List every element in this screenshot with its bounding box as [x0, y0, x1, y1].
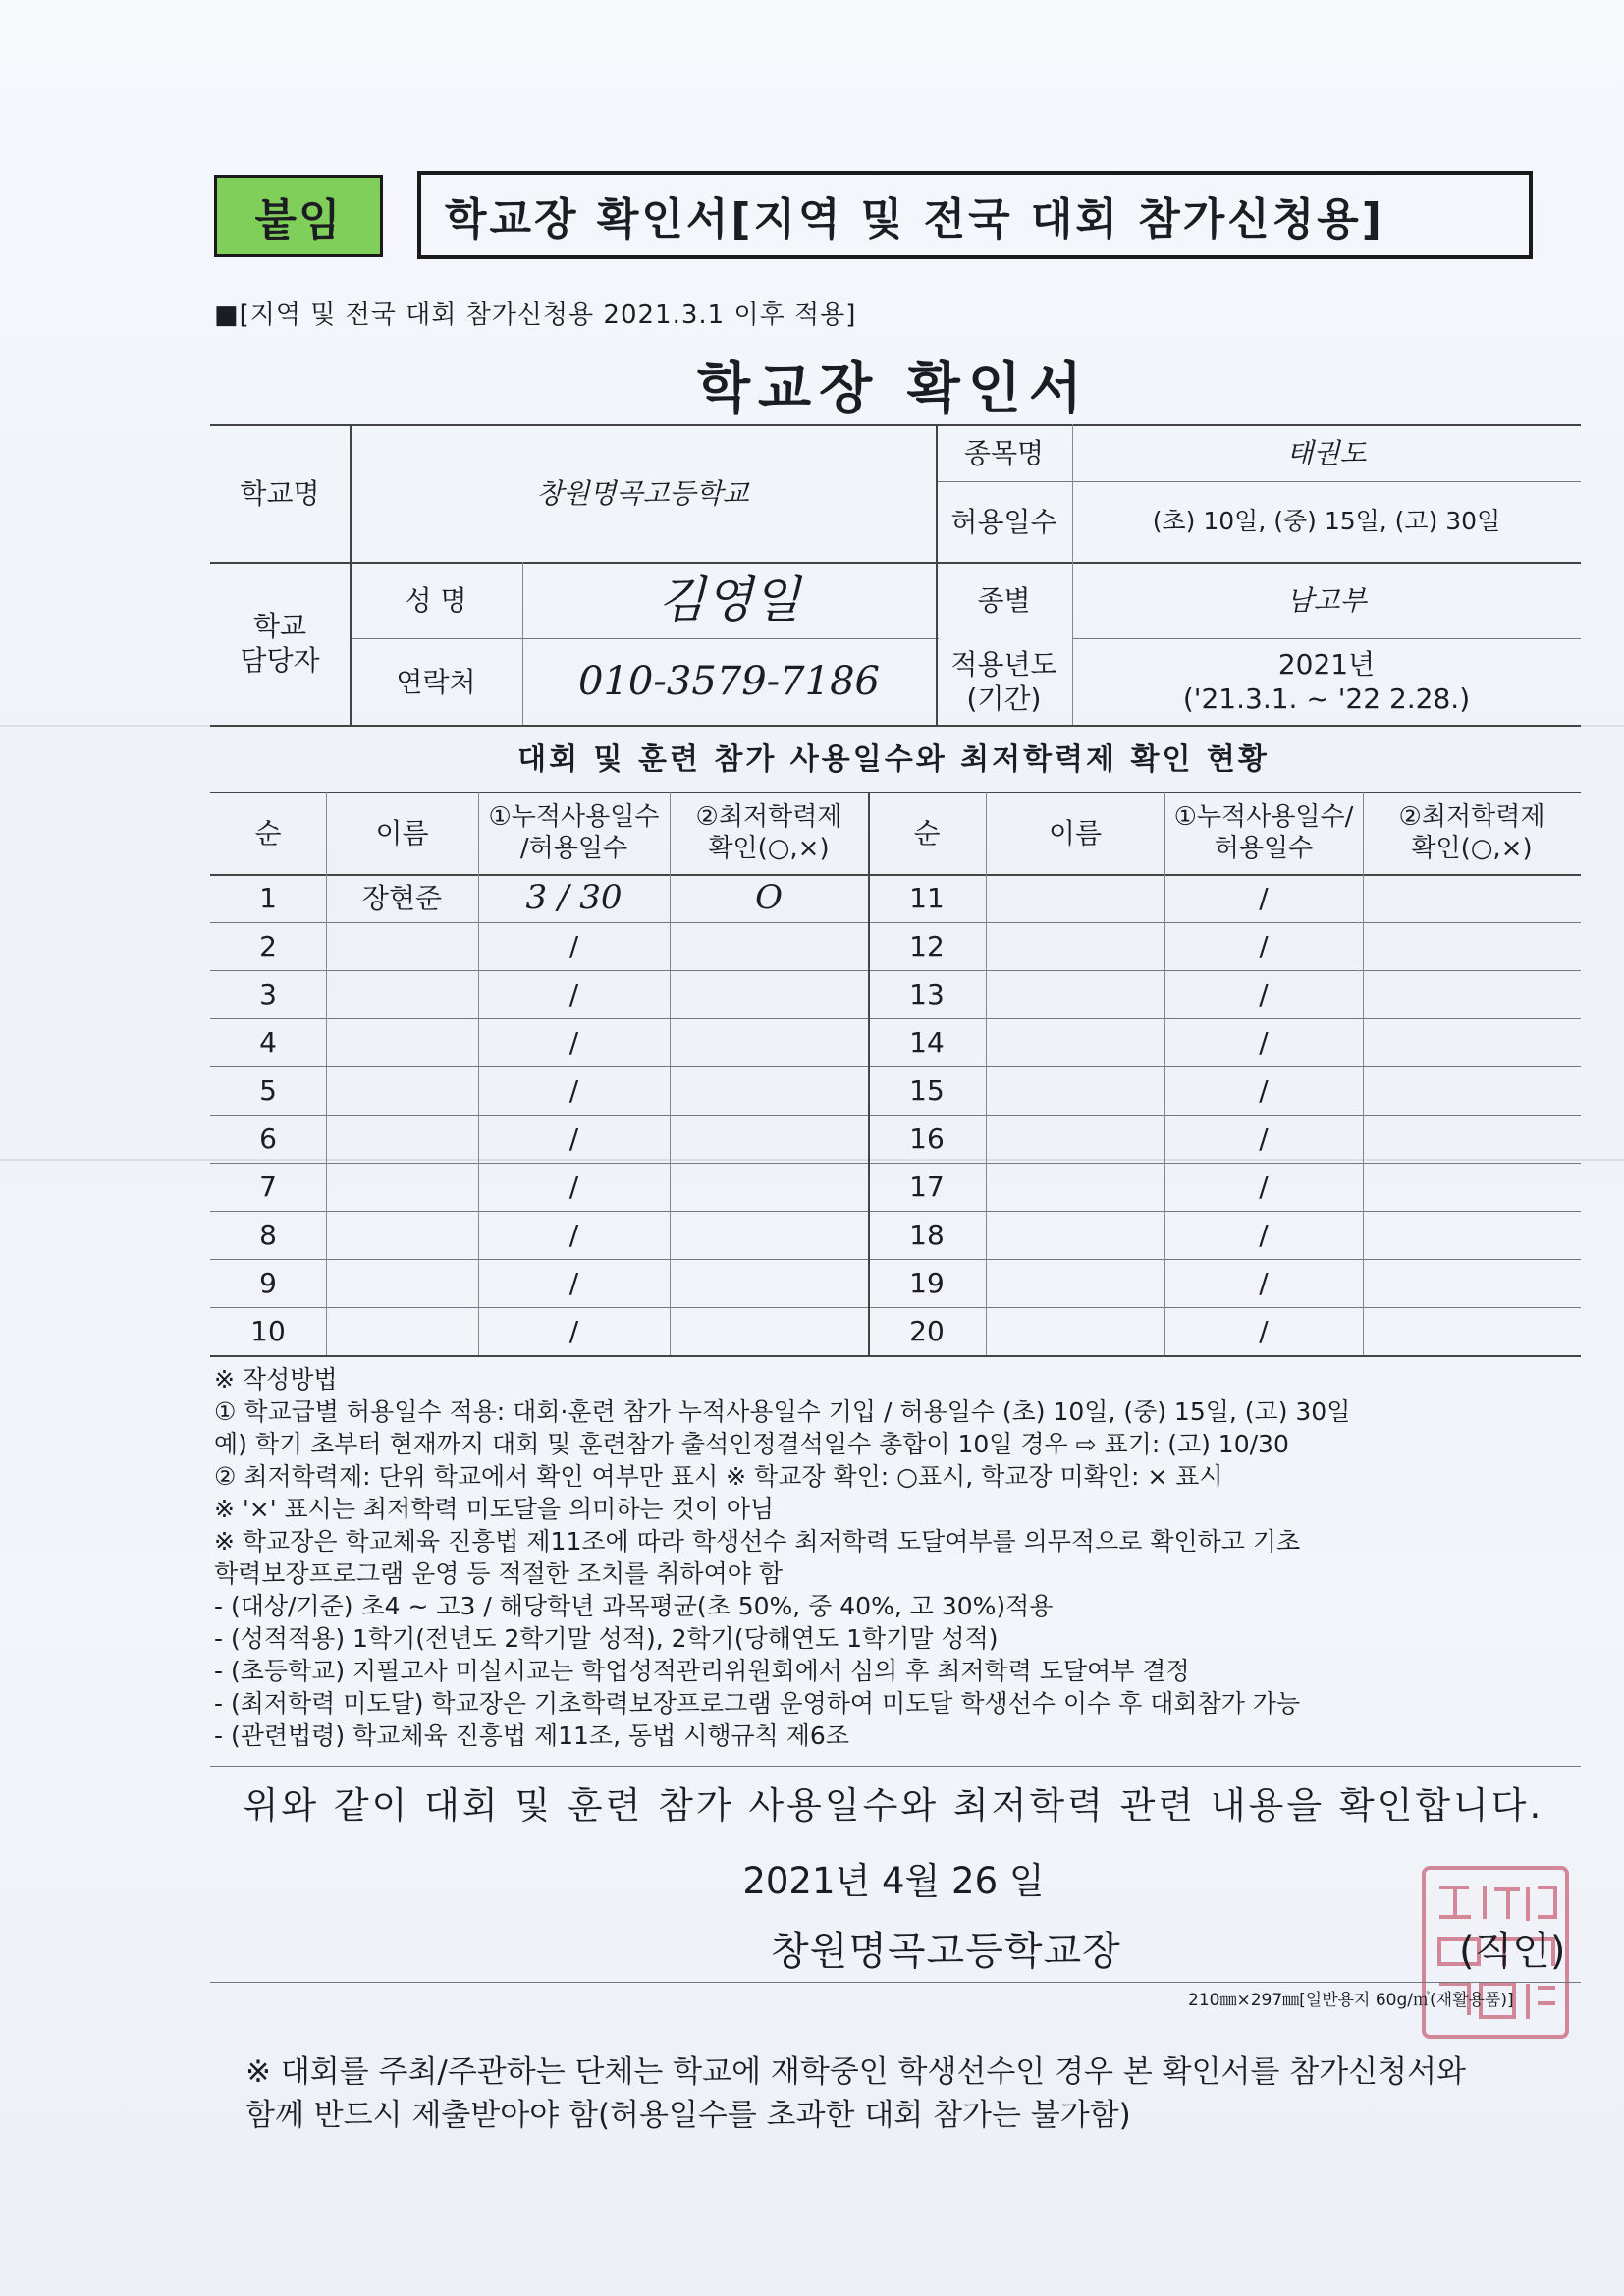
allowed-label: 허용일수 — [950, 505, 1057, 538]
submission-notice: ※ 대회를 주최/주관하는 단체는 학교에 재학중인 학생선수인 경우 본 확인서를 참가신청서와 함께 반드시 제출받아야 함(허용일수를 초과한 대회 참가는 불가함) — [245, 2054, 1466, 2133]
note-line: ※ '×' 표시는 최저학력 미도달을 의미하는 것이 아님 — [214, 1495, 775, 1523]
note-line: ※ 학교장은 학교체육 진흥법 제11조에 따라 학생선수 최저학력 도달여부를 의무적으로 확인하고 기초 — [214, 1527, 1301, 1556]
year-label: 적용년도 (기간) — [950, 648, 1057, 715]
col-header-check: ②최저학력제 확인(○,×) — [695, 801, 842, 863]
col-header-name: 이름 — [375, 816, 429, 849]
note-line: - (초등학교) 지필고사 미실시교는 학업성적관리위원회에서 심의 후 최저학력 도달여부 결정 — [214, 1657, 1190, 1685]
col-header-no: 순 — [254, 816, 282, 849]
issue-date: 2021년 4월 26 일 — [742, 1860, 1045, 1902]
note-line: - (대상/기준) 초4 ~ 고3 / 해당학년 과목평균(초 50%, 중 40%, 고 30%)적용 — [214, 1592, 1054, 1620]
contact-handwritten: 010-3579-7186 — [578, 659, 880, 704]
contact-label: 연락처 — [396, 665, 476, 698]
year-value: 2021년 ('21.3.1. ~ '22 2.28.) — [1182, 648, 1471, 715]
name-label: 성 명 — [405, 583, 467, 617]
allowed-value: (초) 10일, (중) 15일, (고) 30일 — [1152, 507, 1501, 536]
gender-value: 남고부 — [1286, 583, 1367, 617]
col-header-name-right: 이름 — [1048, 816, 1103, 849]
note-line: - (최저학력 미도달) 학교장은 기초학력보장프로그램 운영하여 미도달 학생선수 이수 후 대회참가 가능 — [214, 1689, 1301, 1718]
check-handwritten: O — [755, 878, 783, 918]
col-header-days: ①누적사용일수 /허용일수 — [488, 801, 660, 863]
note-line: 학력보장프로그램 운영 등 적절한 조치를 취하여야 함 — [214, 1559, 783, 1588]
document-title: 학교장 확인서 — [696, 357, 1091, 421]
note-line: ② 최저학력제: 단위 학교에서 확인 여부만 표시 ※ 학교장 확인: ○표시, 학교장 미확인: × 표시 — [214, 1462, 1223, 1491]
days-handwritten: 3 / 30 — [525, 878, 623, 918]
event-label: 종목명 — [963, 436, 1045, 469]
header-title: 학교장 확인서[지역 및 전국 대회 참가신청용] — [417, 171, 1533, 259]
paper-spec: 210㎜×297㎜[일반용지 60g/㎡(재활용품)] — [1188, 1991, 1514, 2010]
seal-label: (직인) — [1459, 1929, 1566, 1974]
section-title: 대회 및 훈련 참가 사용일수와 최저학력제 확인 현황 — [517, 742, 1270, 777]
event-value: 태권도 — [1286, 436, 1367, 469]
note-line: - (성적적용) 1학기(전년도 2학기말 성적), 2학기(당해연도 1학기말 성적) — [214, 1624, 999, 1653]
principal-title: 창원명곡고등학교장 — [771, 1929, 1121, 1974]
col-header-no-right: 순 — [913, 816, 941, 849]
note-line: ※ 작성방법 — [214, 1365, 338, 1394]
note-line: - (관련법령) 학교체육 진흥법 제11조, 동법 시행규칙 제6조 — [214, 1722, 849, 1750]
attachment-tag: 붙임 — [214, 175, 383, 257]
school-value: 창원명곡고등학교 — [536, 476, 749, 510]
manager-label: 학교 담당자 — [240, 610, 320, 677]
col-header-days-right: ①누적사용일수/ 허용일수 — [1173, 801, 1354, 863]
writing-instructions — [214, 1363, 1589, 1752]
gender-label: 종별 — [977, 583, 1031, 617]
apply-note: ■[지역 및 전국 대회 참가신청용 2021.3.1 이후 적용] — [214, 301, 857, 330]
student-name: 장현준 — [361, 882, 443, 914]
confirmation-statement: 위와 같이 대회 및 훈련 참가 사용일수와 최저학력 관련 내용을 확인합니다. — [243, 1784, 1544, 1827]
school-label: 학교명 — [240, 476, 320, 510]
note-line: ① 학교급별 허용일수 적용: 대회·훈련 참가 누적사용일수 기입 / 허용일수 (초) 10일, (중) 15일, (고) 30일 — [214, 1397, 1351, 1426]
col-header-check-right: ②최저학력제 확인(○,×) — [1398, 801, 1545, 863]
manager-name-handwritten: 김영일 — [658, 571, 800, 629]
note-line: 예) 학기 초부터 현재까지 대회 및 훈련참가 출석인정결석일수 총합이 10일 경우 ⇨ 표기: (고) 10/30 — [214, 1430, 1289, 1458]
